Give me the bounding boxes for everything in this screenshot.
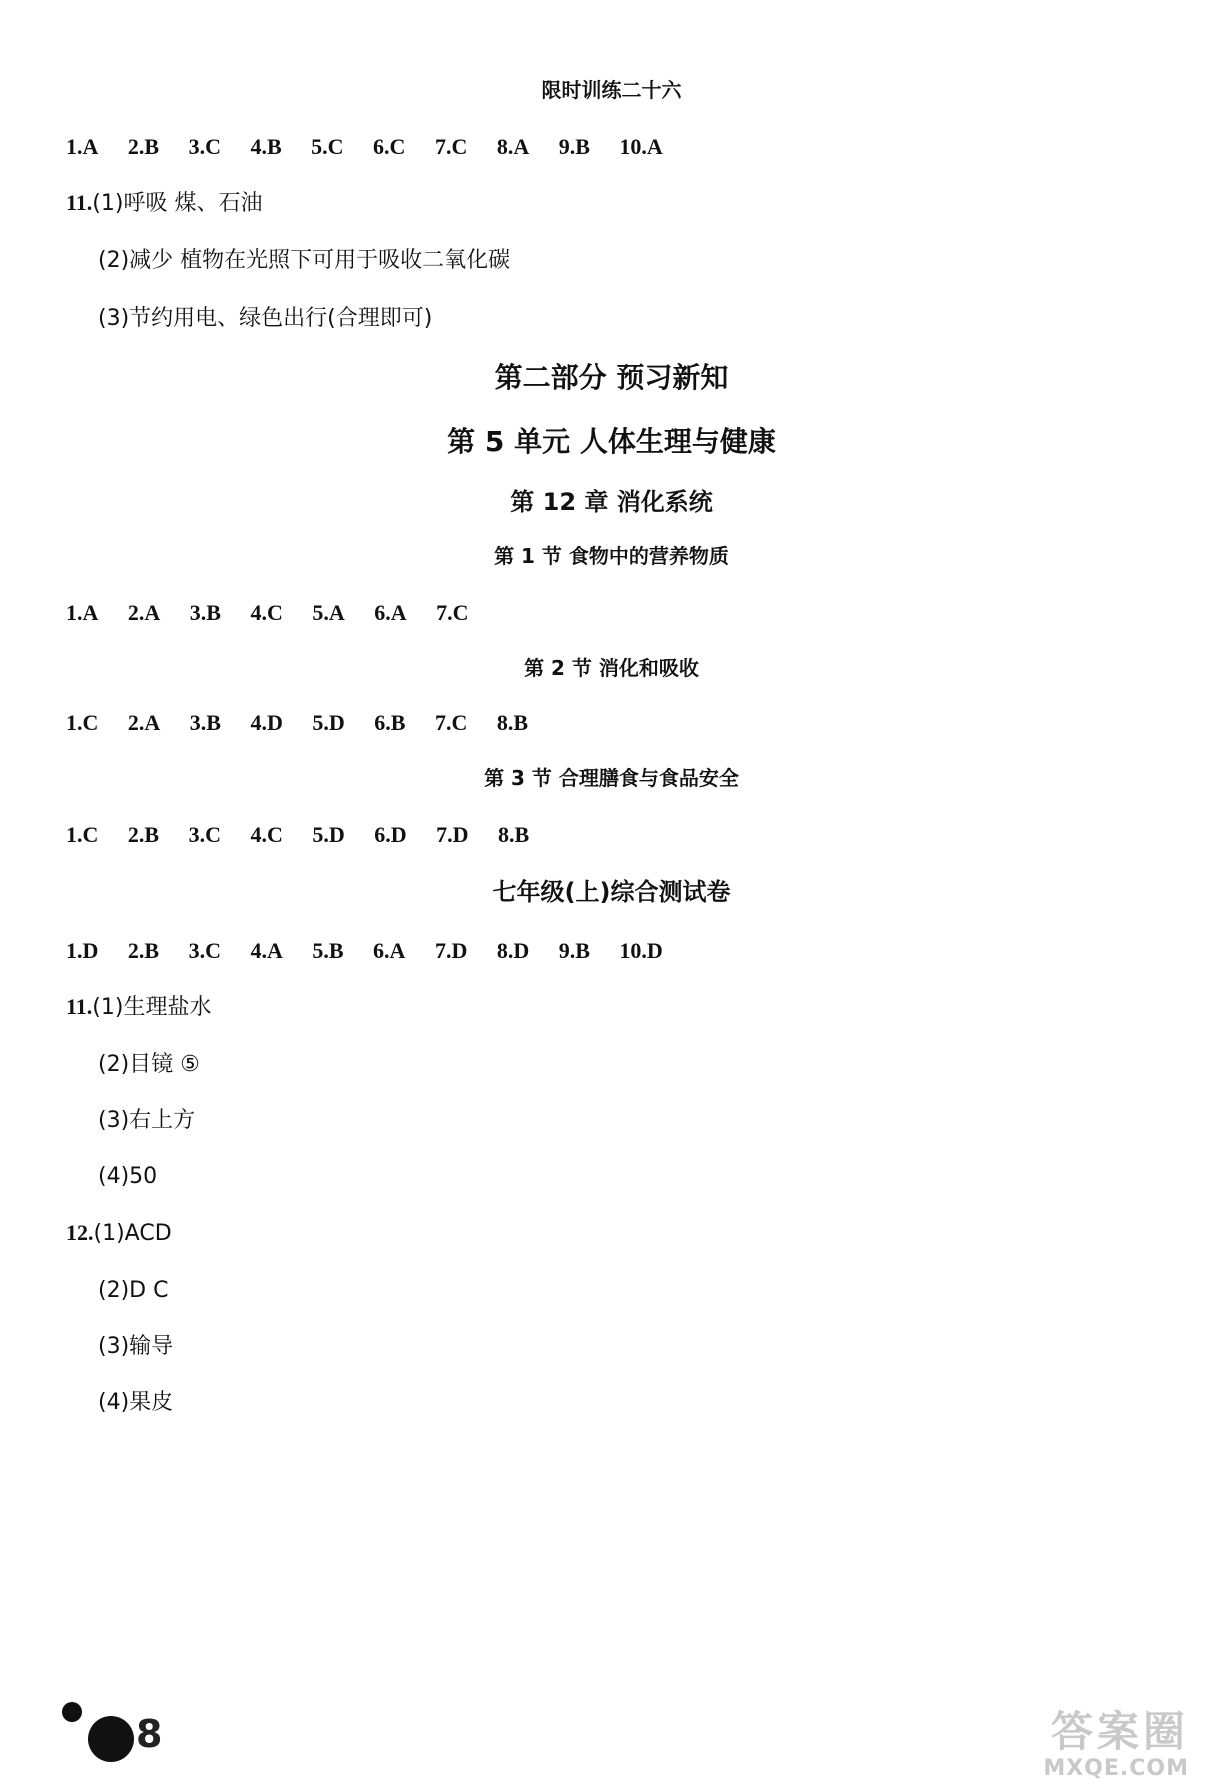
answer-item: 8.B bbox=[498, 822, 530, 847]
answer-item: 10.A bbox=[619, 134, 663, 159]
section-heading-1: 第 1 节 食物中的营养物质 bbox=[494, 544, 729, 568]
decorative-dot-large bbox=[88, 1716, 134, 1762]
answer-row-section-3 bbox=[66, 820, 553, 850]
watermark-title: 答案圈 bbox=[1050, 1707, 1189, 1756]
unit-title: 第 5 单元 人体生理与健康 bbox=[447, 425, 776, 458]
answer-item: 2.B bbox=[127, 938, 160, 963]
test-question-12-part-2: (2)D C bbox=[98, 1278, 169, 1303]
watermark-url: MXQE.COM bbox=[1043, 1756, 1189, 1781]
answer-row-limited-training bbox=[66, 132, 687, 162]
question-11-part-1 bbox=[66, 188, 262, 219]
page-number: 8 bbox=[136, 1712, 163, 1756]
answer-item: 7.D bbox=[436, 822, 469, 847]
answer-item: 9.B bbox=[558, 134, 590, 159]
answer-item: 6.B bbox=[374, 710, 406, 735]
answer-item: 2.B bbox=[127, 822, 160, 847]
answer-item: 2.A bbox=[127, 710, 161, 735]
answer-text: (1)生理盐水 bbox=[92, 995, 212, 1020]
answer-item: 1.D bbox=[66, 938, 99, 963]
test-question-12-part-1 bbox=[66, 1218, 172, 1249]
chapter-title: 第 12 章 消化系统 bbox=[510, 488, 713, 516]
answer-item: 4.B bbox=[250, 134, 282, 159]
answer-item: 3.B bbox=[189, 600, 221, 625]
part-title: 第二部分 预习新知 bbox=[494, 361, 729, 394]
answer-item: 5.C bbox=[311, 134, 344, 159]
question-11-part-3: (3)节约用电、绿色出行(合理即可) bbox=[98, 306, 433, 331]
answer-item: 7.C bbox=[434, 710, 468, 735]
test-question-11-part-1 bbox=[66, 992, 211, 1023]
answer-item: 8.D bbox=[496, 938, 530, 963]
answer-item: 1.C bbox=[66, 710, 99, 735]
test-question-11-part-2: (2)目镜 ⑤ bbox=[98, 1052, 200, 1077]
watermark-logo bbox=[949, 1708, 1189, 1786]
test-question-12-part-3: (3)输导 bbox=[98, 1334, 174, 1359]
test-heading: 七年级(上)综合测试卷 bbox=[492, 878, 731, 906]
answer-text: (1)呼吸 煤、石油 bbox=[92, 191, 263, 216]
section-heading-3: 第 3 节 合理膳食与食品安全 bbox=[484, 766, 739, 790]
answer-item: 5.B bbox=[312, 938, 344, 963]
question-number: 12. bbox=[66, 1220, 94, 1245]
test-question-11-part-4: (4)50 bbox=[98, 1164, 158, 1189]
answer-item: 2.A bbox=[127, 600, 161, 625]
answer-item: 3.C bbox=[188, 134, 221, 159]
answer-item: 1.A bbox=[66, 600, 99, 625]
answer-item: 4.A bbox=[250, 938, 283, 963]
test-question-12-part-4: (4)果皮 bbox=[98, 1390, 174, 1415]
answer-item: 3.C bbox=[188, 938, 221, 963]
answer-item: 4.D bbox=[250, 710, 283, 735]
answer-item: 6.D bbox=[374, 822, 407, 847]
answer-item: 4.C bbox=[250, 822, 283, 847]
test-question-11-part-3: (3)右上方 bbox=[98, 1108, 196, 1133]
answer-item: 6.A bbox=[374, 600, 407, 625]
answer-item: 4.C bbox=[250, 600, 283, 625]
question-number: 11. bbox=[66, 994, 93, 1019]
answer-item: 5.D bbox=[312, 822, 345, 847]
answer-item: 7.C bbox=[434, 134, 468, 159]
answer-item: 7.C bbox=[436, 600, 469, 625]
answer-item: 2.B bbox=[127, 134, 160, 159]
answer-row-test bbox=[66, 936, 687, 966]
answer-text: (1)ACD bbox=[93, 1221, 172, 1246]
question-11-part-2: (2)减少 植物在光照下可用于吸收二氧化碳 bbox=[98, 248, 511, 273]
page-number-badge bbox=[52, 1690, 202, 1780]
answer-item: 5.A bbox=[312, 600, 345, 625]
answer-item: 8.A bbox=[496, 134, 530, 159]
answer-item: 3.C bbox=[188, 822, 221, 847]
answer-item: 6.A bbox=[373, 938, 406, 963]
answer-item: 1.C bbox=[66, 822, 99, 847]
decorative-dot-small bbox=[62, 1702, 82, 1722]
section-heading-2: 第 2 节 消化和吸收 bbox=[524, 656, 699, 680]
answer-item: 9.B bbox=[558, 938, 590, 963]
answer-item: 7.D bbox=[434, 938, 468, 963]
answer-item: 5.D bbox=[312, 710, 345, 735]
answer-item: 6.C bbox=[373, 134, 406, 159]
answer-row-section-1 bbox=[66, 598, 493, 628]
question-number: 11. bbox=[66, 190, 93, 215]
answer-item: 8.B bbox=[496, 710, 529, 735]
answer-item: 3.B bbox=[189, 710, 221, 735]
answer-item: 1.A bbox=[66, 134, 99, 159]
section-heading-limited-training: 限时训练二十六 bbox=[541, 78, 682, 102]
answer-row-section-2 bbox=[66, 708, 552, 738]
answer-item: 10.D bbox=[619, 938, 663, 963]
